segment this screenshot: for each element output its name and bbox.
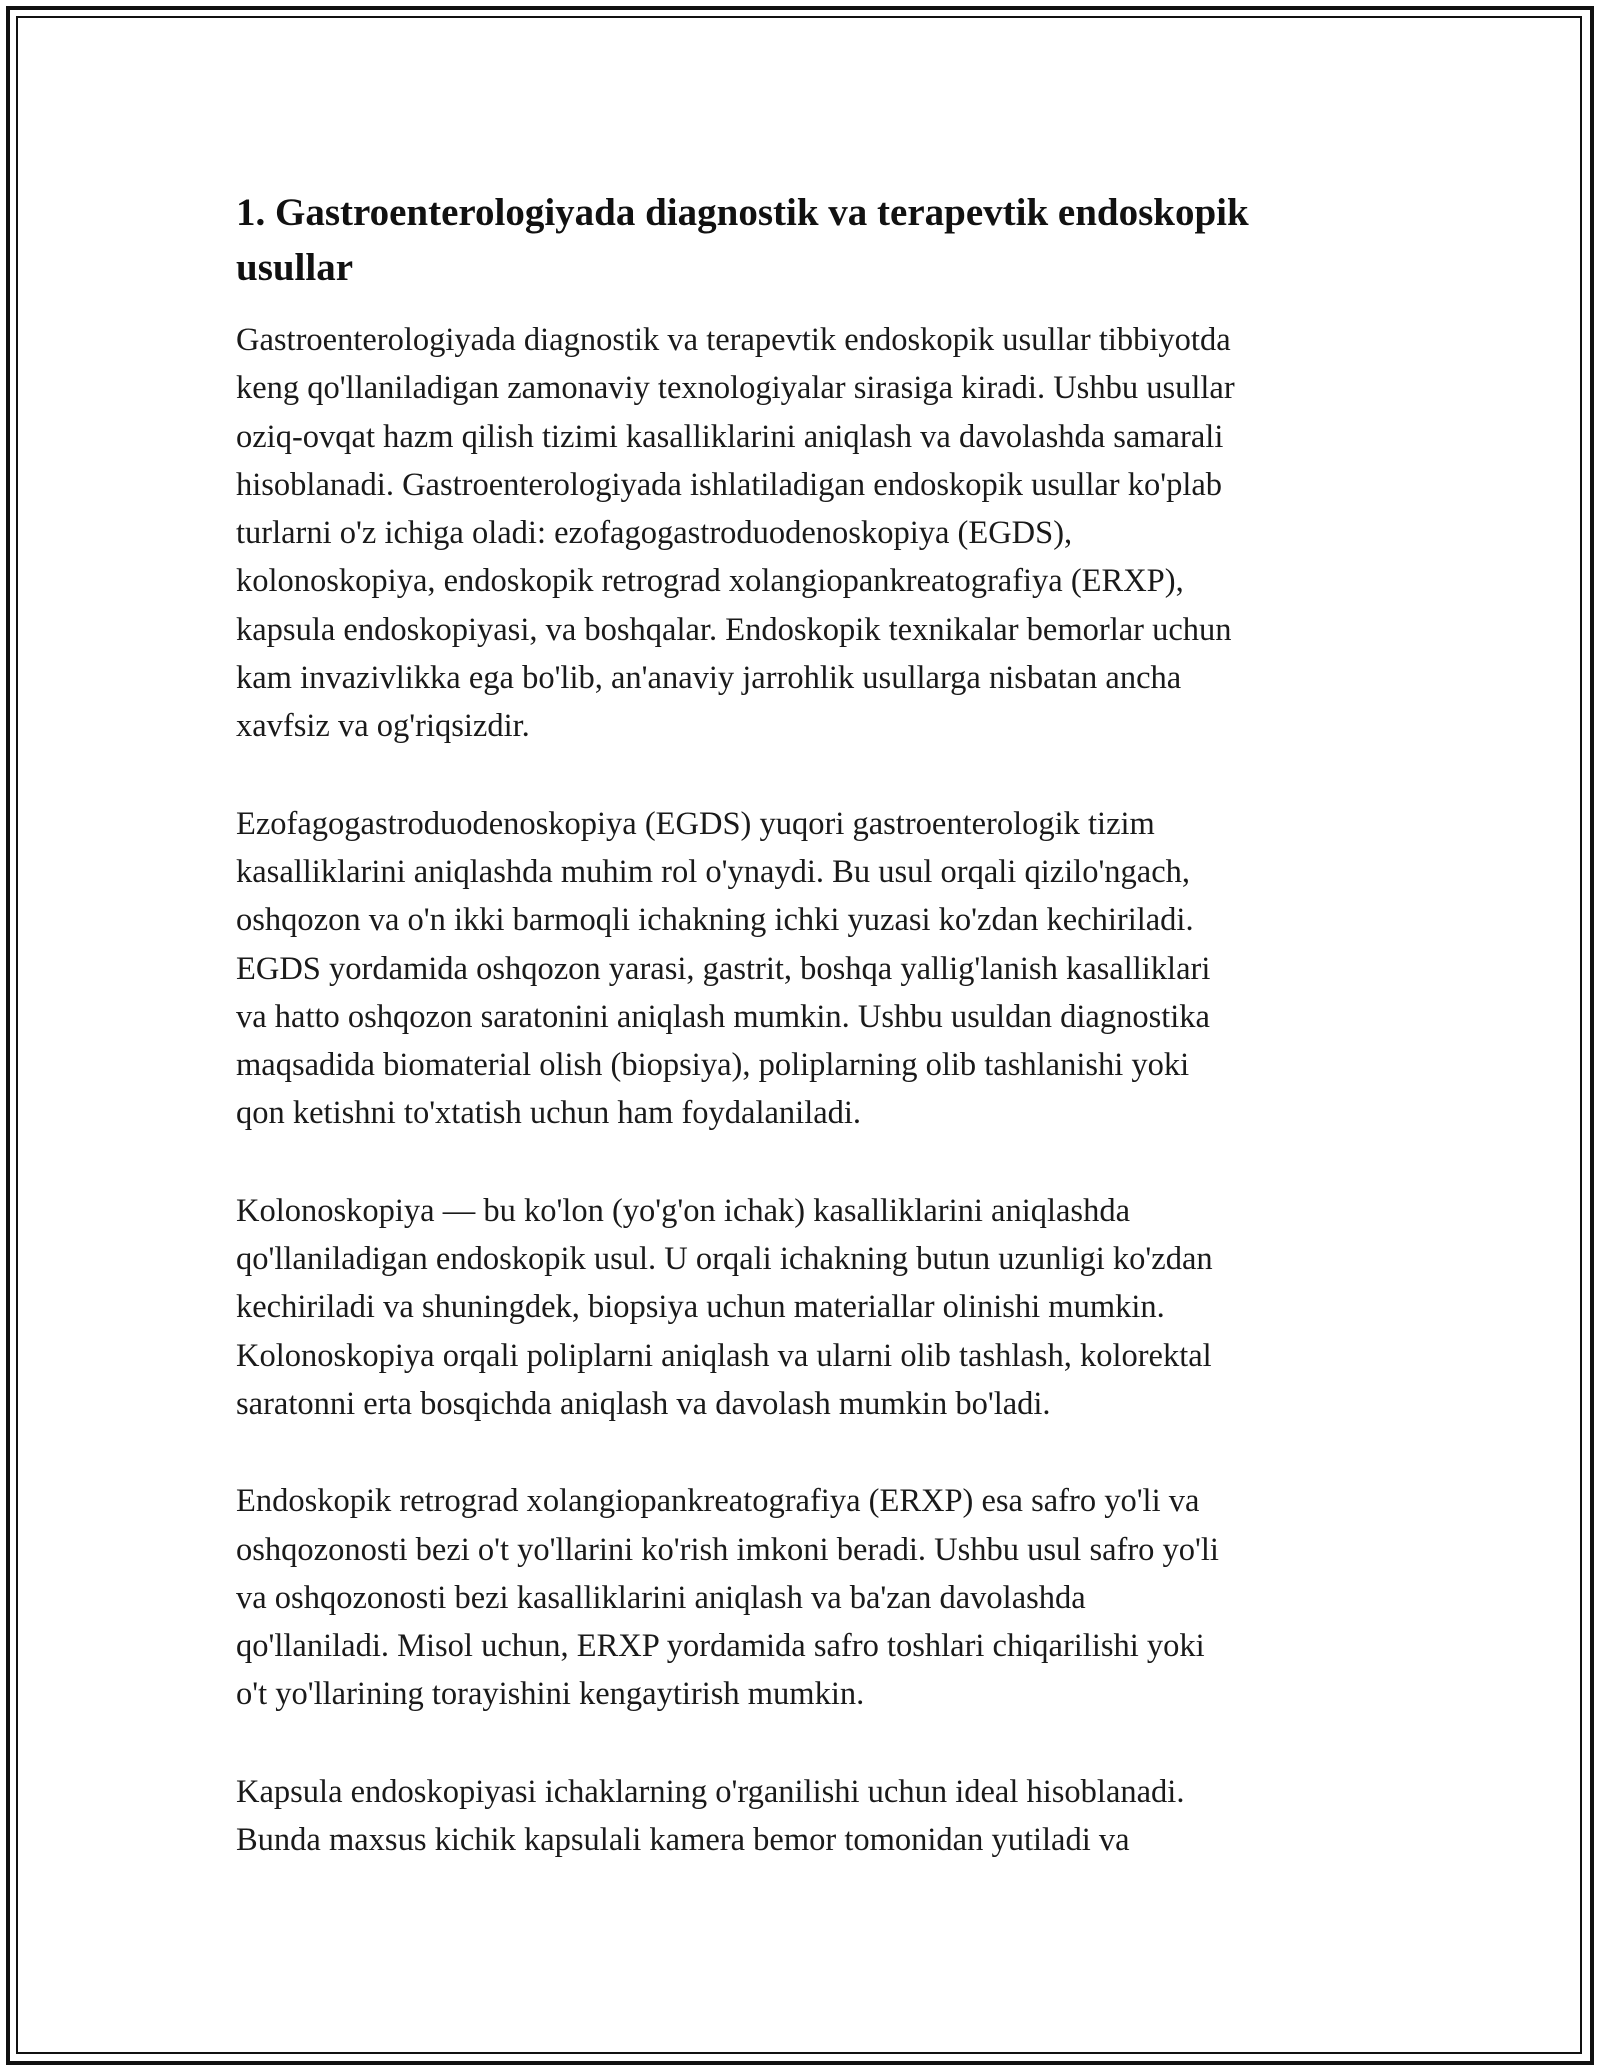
text-line: Kolonoskopiya orqali poliplarni aniqlash va ularni olib tashlash, kolorektal <box>236 1337 1212 1374</box>
text-line: qo'llaniladi. Misol uchun, ERXP yordamida safro toshlari chiqarilishi yoki <box>236 1628 1205 1665</box>
text-line: kechiriladi va shuningdek, biopsiya uchun materiallar olinishi mumkin. <box>236 1289 1165 1326</box>
text-line: kolonoskopiya, endoskopik retrograd xolangiopankreatografiya (ERXP), <box>236 563 1184 600</box>
paragraph-erxp <box>236 1477 1376 1718</box>
text-line: oziq-ovqat hazm qilish tizimi kasalliklarini aniqlash va davolashda samarali <box>236 418 1224 455</box>
text-line: kapsula endoskopiyasi, va boshqalar. Endoskopik texnikalar bemorlar uchun <box>236 611 1232 648</box>
text-line: maqsadida biomaterial olish (biopsiya), poliplarning olib tashlanishi yoki <box>236 1047 1190 1084</box>
title-line: usullar <box>236 246 354 289</box>
text-line: Kolonoskopiya — bu ko'lon (yo'g'on ichak) kasalliklarini aniqlashda <box>236 1192 1131 1229</box>
text-line: kasalliklarini aniqlashda muhim rol o'ynaydi. Bu usul orqali qizilo'ngach, <box>236 853 1191 890</box>
title-line: 1. Gastroenterologiyada diagnostik va terapevtik endoskopik <box>236 191 1249 234</box>
text-line: va hatto oshqozon saratonini aniqlash mumkin. Ushbu usuldan diagnostika <box>236 998 1210 1035</box>
text-line: Bunda maxsus kichik kapsulali kamera bemor tomonidan yutiladi va <box>236 1822 1130 1859</box>
text-line: oshqozon va o'n ikki barmoqli ichakning ichki yuzasi ko'zdan kechiriladi. <box>236 902 1194 939</box>
section-title <box>236 185 1376 295</box>
text-line: keng qo'llaniladigan zamonaviy texnologiyalar sirasiga kiradi. Ushbu usullar <box>236 370 1235 407</box>
text-line: qon ketishni to'xtatish uchun ham foydalaniladi. <box>236 1095 862 1132</box>
text-line: Kapsula endoskopiyasi ichaklarning o'rganilishi uchun ideal hisoblanadi. <box>236 1773 1185 1810</box>
text-line: Gastroenterologiyada diagnostik va terapevtik endoskopik usullar tibbiyotda <box>236 322 1231 358</box>
text-line: xavfsiz va og'riqsizdir. <box>236 708 530 745</box>
paragraph-intro <box>236 316 1376 751</box>
paragraph-colonoscopy <box>236 1187 1376 1428</box>
text-line: EGDS yordamida oshqozon yarasi, gastrit, boshqa yallig'lanish kasalliklari <box>236 950 1211 987</box>
text-line: o't yo'llarining torayishini kengaytirish mumkin. <box>236 1676 865 1713</box>
paragraph-capsule <box>236 1768 1376 1865</box>
text-line: turlarni o'z ichiga oladi: ezofagogastroduodenoskopiya (EGDS), <box>236 515 1073 552</box>
text-line: Endoskopik retrograd xolangiopankreatografiya (ERXP) esa safro yo'li va <box>236 1483 1200 1520</box>
text-line: qo'llaniladigan endoskopik usul. U orqali ichakning butun uzunligi ko'zdan <box>236 1241 1213 1278</box>
paragraph-egds <box>236 800 1376 1138</box>
text-line: saratonni erta bosqichda aniqlash va davolash mumkin bo'ladi. <box>236 1385 1051 1422</box>
text-line: kam invazivlikka ega bo'lib, an'anaviy jarrohlik usullarga nisbatan ancha <box>236 660 1182 697</box>
text-line: va oshqozonosti bezi kasalliklarini aniqlash va ba'zan davolashda <box>236 1579 1086 1616</box>
text-line: hisoblanadi. Gastroenterologiyada ishlatiladigan endoskopik usullar ko'plab <box>236 466 1223 503</box>
text-line: Ezofagogastroduodenoskopiya (EGDS) yuqori gastroenterologik tizim <box>236 805 1155 842</box>
text-line: oshqozonosti bezi o't yo'llarini ko'rish imkoni beradi. Ushbu usul safro yo'li <box>236 1531 1219 1568</box>
document-body <box>236 185 1376 1913</box>
